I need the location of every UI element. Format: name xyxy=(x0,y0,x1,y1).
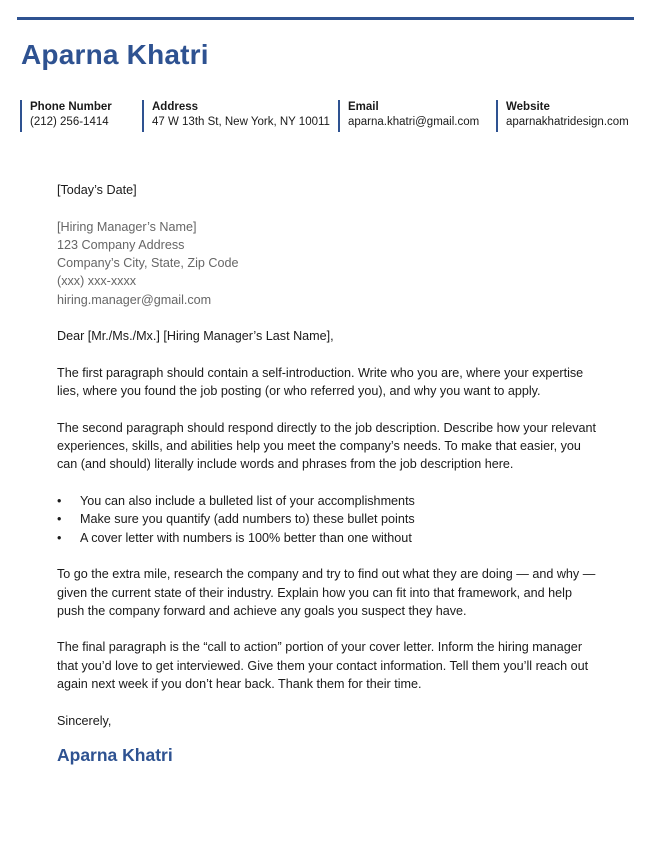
contact-address-label: Address xyxy=(152,101,199,113)
recipient-city: Company’s City, State, Zip Code xyxy=(57,256,239,271)
paragraph-intro: The first paragraph should contain a self-introduction. Write who you are, where your expertise lies, where you found the job posting (or who referred you), and why you want to apply. xyxy=(57,365,584,399)
list-item xyxy=(57,529,597,547)
list-item-text: Make sure you quantify (add numbers to) these bullet points xyxy=(80,512,415,527)
list-item-text: You can also include a bulleted list of your accomplishments xyxy=(80,494,415,509)
contact-email xyxy=(338,100,479,132)
header-name: Aparna Khatri xyxy=(21,39,209,70)
contact-address-value: 47 W 13th St, New York, NY 10011 xyxy=(152,116,330,128)
contact-website-value: aparnakhatridesign.com xyxy=(506,116,629,128)
contact-email-value: aparna.khatri@gmail.com xyxy=(348,116,480,128)
list-item-text: A cover letter with numbers is 100% better than one without xyxy=(80,530,412,545)
paragraph-job-description: The second paragraph should respond directly to the job description. Describe how your relevant experiences, skills, and abilities help you meet the company’s needs. To make that easier, you can (and should) literally include words and phrases from the job description here. xyxy=(57,420,597,472)
contact-phone xyxy=(20,100,112,132)
paragraph-call-to-action: The final paragraph is the “call to action” portion of your cover letter. Inform the hiring manager that you’d love to get interviewed. Give them your contact information. Tell them you’ll reach out again next week if you don’t hear back. Thank them for their time. xyxy=(57,640,589,692)
contact-website xyxy=(496,100,629,132)
list-item xyxy=(57,492,597,510)
recipient-address: 123 Company Address xyxy=(57,237,185,252)
paragraph-research: To go the extra mile, research the company and try to find out what they are doing — and why — given the current state of their industry. Explain how you can fit into that framework, and help push the company forward and achieve any goals you suspect they have. xyxy=(57,567,596,618)
signature-name: Aparna Khatri xyxy=(57,745,173,766)
letter-body xyxy=(57,181,597,765)
recipient-block xyxy=(57,218,597,309)
bullet-icon: • xyxy=(57,512,62,527)
contact-email-label: Email xyxy=(348,101,379,113)
contact-website-label: Website xyxy=(506,101,550,113)
header-top-rule xyxy=(17,17,634,20)
recipient-phone: (xxx) xxx-xxxx xyxy=(57,274,137,289)
closing: Sincerely, xyxy=(57,713,112,728)
contact-phone-value: (212) 256-1414 xyxy=(30,116,109,128)
recipient-email: hiring.manager@gmail.com xyxy=(57,292,212,307)
accomplishment-list xyxy=(57,492,597,547)
bullet-icon: • xyxy=(57,530,62,545)
recipient-name: [Hiring Manager’s Name] xyxy=(57,219,197,234)
contact-phone-label: Phone Number xyxy=(30,101,112,113)
letter-date: [Today’s Date] xyxy=(57,183,137,197)
list-item xyxy=(57,510,597,528)
salutation: Dear [Mr./Ms./Mx.] [Hiring Manager’s Last Name], xyxy=(57,329,334,344)
contact-row xyxy=(0,100,650,134)
bullet-icon: • xyxy=(57,494,62,509)
contact-address xyxy=(142,100,330,132)
